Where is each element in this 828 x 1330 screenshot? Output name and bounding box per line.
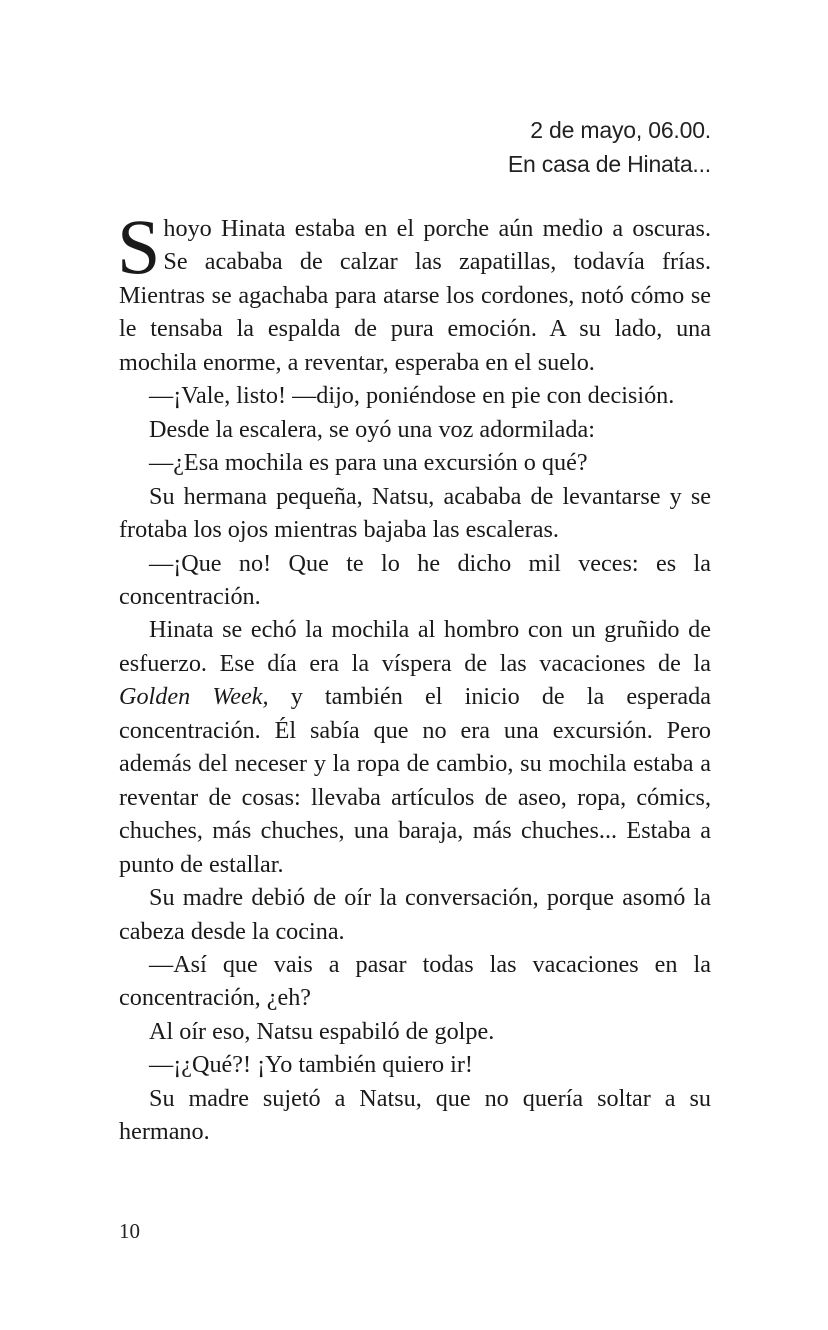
- scene-date-time: 2 de mayo, 06.00.: [530, 117, 711, 143]
- paragraph: Al oír eso, Natsu espabiló de golpe.: [149, 1017, 495, 1045]
- paragraph: Su madre sujetó a Natsu, que no quería soltar a su hermano.: [119, 1084, 711, 1146]
- paragraph: —Así que vais a pasar todas las vacaciones en la concentración, ¿eh?: [119, 950, 711, 1012]
- paragraph: Desde la escalera, se oyó una voz adormilada:: [149, 415, 595, 443]
- paragraph: —¡¿Qué?! ¡Yo también quiero ir!: [149, 1051, 473, 1079]
- paragraph-opening: [117, 203, 711, 379]
- drop-cap: S: [117, 203, 161, 290]
- paragraph-opening-text: hoyo Hinata estaba en el porche aún medio a oscuras. Se acababa de calzar las zapatillas, todavía frías. Mientras se agachaba para atarse los cordones, notó cómo se le tensaba la espalda de pura emoción. A su lado, una mochila enorme, a reventar, esperaba en el suelo.: [119, 215, 711, 376]
- paragraph-text-before: Hinata se echó la mochila al hombro con un gruñido de esfuerzo. Ese día era la víspera de las vacaciones de la: [119, 616, 711, 677]
- page-number: 10: [119, 1219, 140, 1243]
- paragraph: [119, 613, 711, 881]
- body-text: [117, 203, 711, 1149]
- paragraph-text-after: y también el inicio de la esperada concentración. Él sabía que no era una excursión. Pero además del neceser y la ropa de cambio, su mochila estaba a reventar de cosas: llevaba artículos de aseo, ropa, cómics, chuches, más chuches, una baraja, más chuches... Estaba a punto de estallar.: [119, 683, 711, 878]
- scene-location: En casa de Hinata...: [507, 151, 711, 177]
- paragraph: —¡Vale, listo! —dijo, poniéndose en pie con decisión.: [149, 382, 675, 410]
- chapter-scene-header: [508, 113, 711, 181]
- paragraph: —¿Esa mochila es para una excursión o qué?: [149, 449, 588, 477]
- paragraph: —¡Que no! Que te lo he dicho mil veces: es la concentración.: [119, 549, 711, 610]
- italic-term: Golden Week,: [119, 683, 269, 711]
- paragraph: Su hermana pequeña, Natsu, acababa de levantarse y se frotaba los ojos mientras bajaba las escaleras.: [119, 482, 711, 544]
- paragraph: Su madre debió de oír la conversación, porque asomó la cabeza desde la cocina.: [119, 884, 711, 945]
